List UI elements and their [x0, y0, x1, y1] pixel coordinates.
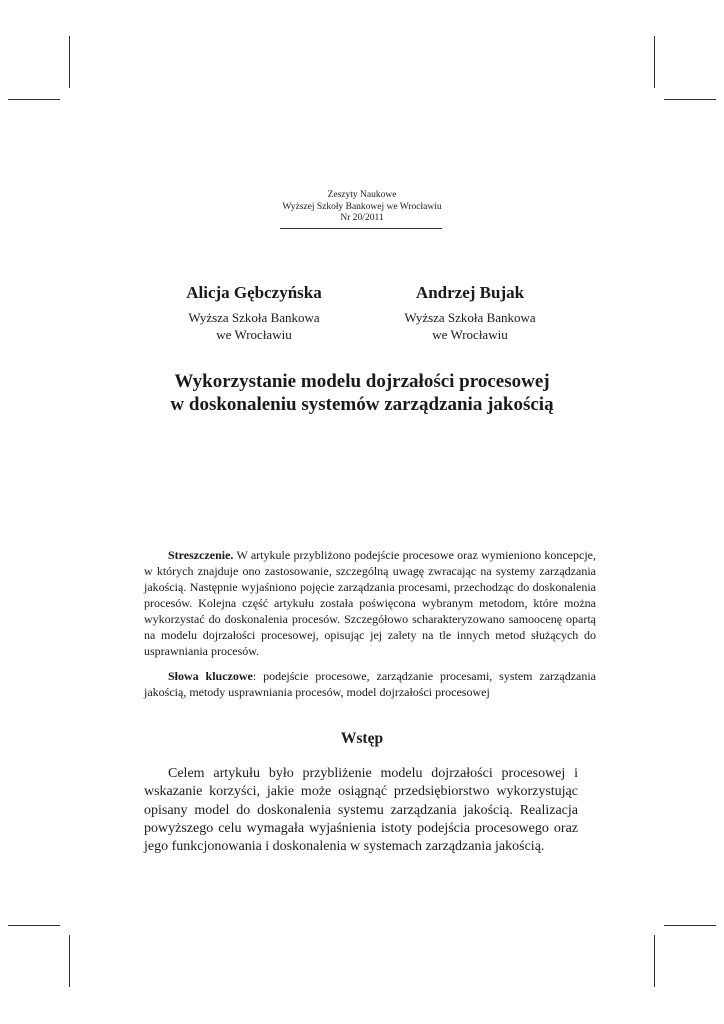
- crop-mark-top-right-vertical: [654, 36, 655, 88]
- affiliation-line: we Wrocławiu: [432, 327, 508, 342]
- section-heading: Wstęp: [340, 730, 384, 747]
- title-line: w doskonaleniu systemów zarządzania jakością: [170, 394, 554, 415]
- author-name: Andrzej Bujak: [415, 283, 525, 302]
- journal-publisher: Wyższej Szkoły Bankowej we Wrocławiu: [282, 201, 442, 212]
- affiliation-line: Wyższa Szkoła Bankowa: [188, 310, 320, 325]
- affiliation-line: we Wrocławiu: [216, 327, 292, 342]
- author-block: [340, 283, 600, 343]
- title-line: Wykorzystanie modelu dojrzałości procesowej: [174, 371, 550, 392]
- journal-issue: Nr 20/2011: [340, 213, 384, 223]
- crop-mark-bottom-left-horizontal: [8, 925, 60, 926]
- journal-name: Zeszyty Naukowe: [327, 190, 397, 200]
- paper-title: [0, 370, 724, 416]
- journal-header: [0, 190, 724, 225]
- crop-mark-bottom-right-vertical: [654, 935, 655, 987]
- crop-mark-bottom-right-horizontal: [664, 925, 716, 926]
- journal-rule: [280, 228, 442, 229]
- abstract-block: [144, 547, 596, 700]
- keywords-text: : podejście procesowe, zarządzanie procesami, system zarządzania jakością, metody usprawniania procesów, model dojrzałości procesowej: [144, 669, 597, 699]
- abstract-text: W artykule przybliżono podejście procesowe oraz wymieniono koncepcje, w których znajduje ono zastosowanie, szczególną uwagę zwracając na systemy zarządzania jakością. Następnie wyjaśniono pojęcie zarządzania procesami, przechodząc do doskonalenia procesów. Kolejna część artykułu została poświęcona wybranym metodom, które można wykorzystać do doskonalenia procesów. Szczegółowo scharakteryzowano samoocenę opartą na modelu dojrzałości procesowej, opisując jej zalety na tle innych metod służących do usprawniania procesów.: [144, 548, 596, 658]
- crop-mark-top-left-horizontal: [8, 99, 60, 100]
- author-affiliation: [340, 309, 600, 343]
- crop-mark-bottom-left-vertical: [69, 935, 70, 987]
- abstract-paragraph: [144, 547, 596, 659]
- abstract-label: Streszczenie.: [168, 548, 234, 562]
- affiliation-line: Wyższa Szkoła Bankowa: [404, 310, 536, 325]
- keywords-label: Słowa kluczowe: [168, 669, 253, 683]
- author-name: Alicja Gębczyńska: [186, 283, 322, 302]
- crop-mark-top-left-vertical: [69, 36, 70, 88]
- section-body: [144, 765, 578, 856]
- crop-mark-top-right-horizontal: [664, 99, 716, 100]
- keywords-paragraph: [144, 668, 596, 700]
- body-paragraph: Celem artykułu było przybliżenie modelu dojrzałości procesowej i wskazanie korzyści, jakie może osiągnąć przedsiębiorstwo wykorzystując opisany model do doskonalenia systemu zarządzania jakością. Realizacja powyższego celu wymagała wyjaśnienia istoty podejścia procesowego oraz jego funkcjonowania i doskonalenia w systemach zarządzania jakością.: [144, 766, 578, 855]
